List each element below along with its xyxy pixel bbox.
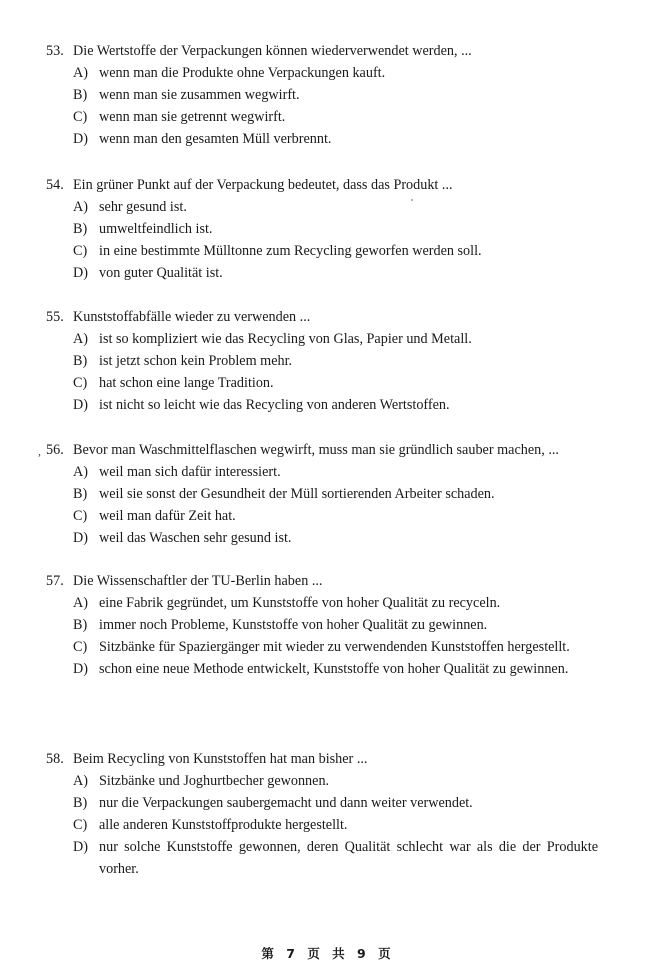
option-letter: D) [73,131,88,147]
option-text: eine Fabrik gegründet, um Kunststoffe von hoher Qualität zu recyceln. [99,595,501,611]
question-text: Bevor man Waschmittelflaschen wegwirft, muss man sie gründlich sauber machen, ... [73,442,559,458]
option-letter: D) [73,530,88,546]
question-text: Kunststoffabfälle wieder zu verwenden ... [73,309,311,325]
option-c[interactable] [73,372,598,394]
option-b[interactable] [73,614,598,636]
option-text: Sitzbänke und Joghurtbecher gewonnen. [99,773,330,789]
option-c[interactable] [73,814,598,836]
option-text: wenn man sie getrennt wegwirft. [99,109,286,125]
option-d[interactable] [73,128,598,150]
option-letter: D) [73,661,88,677]
page-number-footer: 第 7 页 共 9 页 [261,946,395,961]
option-b[interactable] [73,350,598,372]
question-text: Die Wertstoffe der Verpackungen können wiederverwendet werden, ... [73,43,472,59]
question-number: 54. [46,177,64,193]
question-stem [46,40,598,62]
option-text: weil sie sonst der Gesundheit der Müll sortierenden Arbeiter schaden. [99,486,495,502]
option-letter: C) [73,109,88,125]
option-d[interactable] [73,527,598,549]
option-text: wenn man sie zusammen wegwirft. [99,87,300,103]
option-letter: D) [73,839,88,855]
question-stem [46,570,598,592]
question-number: 56. [46,442,64,458]
question-stem [46,439,598,461]
question-stem [46,174,598,196]
option-a[interactable] [73,461,598,483]
question-number: 55. [46,309,64,325]
option-text: wenn man die Produkte ohne Verpackungen kauft. [99,65,386,81]
option-text: ist jetzt schon kein Problem mehr. [99,353,293,369]
option-letter: C) [73,639,88,655]
option-b[interactable] [73,218,598,240]
question-stem [46,748,598,770]
option-letter: B) [73,617,88,633]
option-text: nur die Verpackungen saubergemacht und dann weiter verwendet. [99,795,473,811]
option-text: alle anderen Kunststoffprodukte hergestellt. [99,817,348,833]
option-c[interactable] [73,505,598,527]
question-stem [46,306,598,328]
option-d[interactable] [73,836,598,880]
option-b[interactable] [73,84,598,106]
option-text: ist nicht so leicht wie das Recycling von anderen Wertstoffen. [99,397,450,413]
option-d[interactable] [73,658,598,680]
option-a[interactable] [73,770,598,792]
option-letter: A) [73,595,88,611]
option-c[interactable] [73,106,598,128]
question-55 [46,306,598,416]
option-list [73,770,598,880]
option-letter: D) [73,265,88,281]
option-letter: A) [73,65,88,81]
option-letter: C) [73,243,88,259]
question-58 [46,748,598,880]
option-letter: B) [73,486,88,502]
question-53 [46,40,598,150]
question-57 [46,570,598,680]
question-text: Ein grüner Punkt auf der Verpackung bedeutet, dass das Produkt ... [73,177,453,193]
option-list [73,461,598,549]
option-text: schon eine neue Methode entwickelt, Kunststoffe von hoher Qualität zu gewinnen. [99,661,569,677]
question-number: 57. [46,573,64,589]
option-d[interactable] [73,394,598,416]
option-letter: B) [73,795,88,811]
option-text: hat schon eine lange Tradition. [99,375,274,391]
option-letter: B) [73,221,88,237]
option-text: sehr gesund ist. [99,199,187,215]
question-number: 58. [46,751,64,767]
option-text: ist so kompliziert wie das Recycling von Glas, Papier und Metall. [99,331,472,347]
option-list [73,592,598,680]
option-a[interactable] [73,592,598,614]
option-letter: B) [73,87,88,103]
option-text: weil man sich dafür interessiert. [99,464,281,480]
option-letter: C) [73,375,88,391]
question-text: Die Wissenschaftler der TU-Berlin haben ... [73,573,323,589]
option-list [73,328,598,416]
option-letter: C) [73,508,88,524]
option-text: von guter Qualität ist. [99,265,223,281]
option-c[interactable] [73,636,598,658]
question-54 [46,174,598,284]
question-number: 53. [46,43,64,59]
option-a[interactable] [73,328,598,350]
stray-pen-mark: , [38,444,41,458]
option-b[interactable] [73,792,598,814]
option-d[interactable] [73,262,598,284]
option-text: wenn man den gesamten Müll verbrennt. [99,131,332,147]
option-letter: D) [73,397,88,413]
option-letter: A) [73,331,88,347]
option-letter: A) [73,464,88,480]
option-list [73,196,598,284]
option-b[interactable] [73,483,598,505]
option-text: Sitzbänke für Spaziergänger mit wieder zu verwendenden Kunststoffen hergestellt. [99,639,570,655]
option-list [73,62,598,150]
option-text: umweltfeindlich ist. [99,221,213,237]
option-letter: A) [73,773,88,789]
option-c[interactable] [73,240,598,262]
option-text: nur solche Kunststoffe gewonnen, deren Qualität schlecht war als die der Produkte vorher. [99,839,598,877]
option-a[interactable] [73,62,598,84]
option-letter: A) [73,199,88,215]
option-text: immer noch Probleme, Kunststoffe von hoher Qualität zu gewinnen. [99,617,488,633]
option-letter: C) [73,817,88,833]
question-56 [46,439,598,549]
option-a[interactable] [73,196,598,218]
option-text: weil das Waschen sehr gesund ist. [99,530,292,546]
option-text: in eine bestimmte Mülltonne zum Recycling geworfen werden soll. [99,243,482,259]
question-text: Beim Recycling von Kunststoffen hat man bisher ... [73,751,368,767]
option-letter: B) [73,353,88,369]
option-text: weil man dafür Zeit hat. [99,508,236,524]
